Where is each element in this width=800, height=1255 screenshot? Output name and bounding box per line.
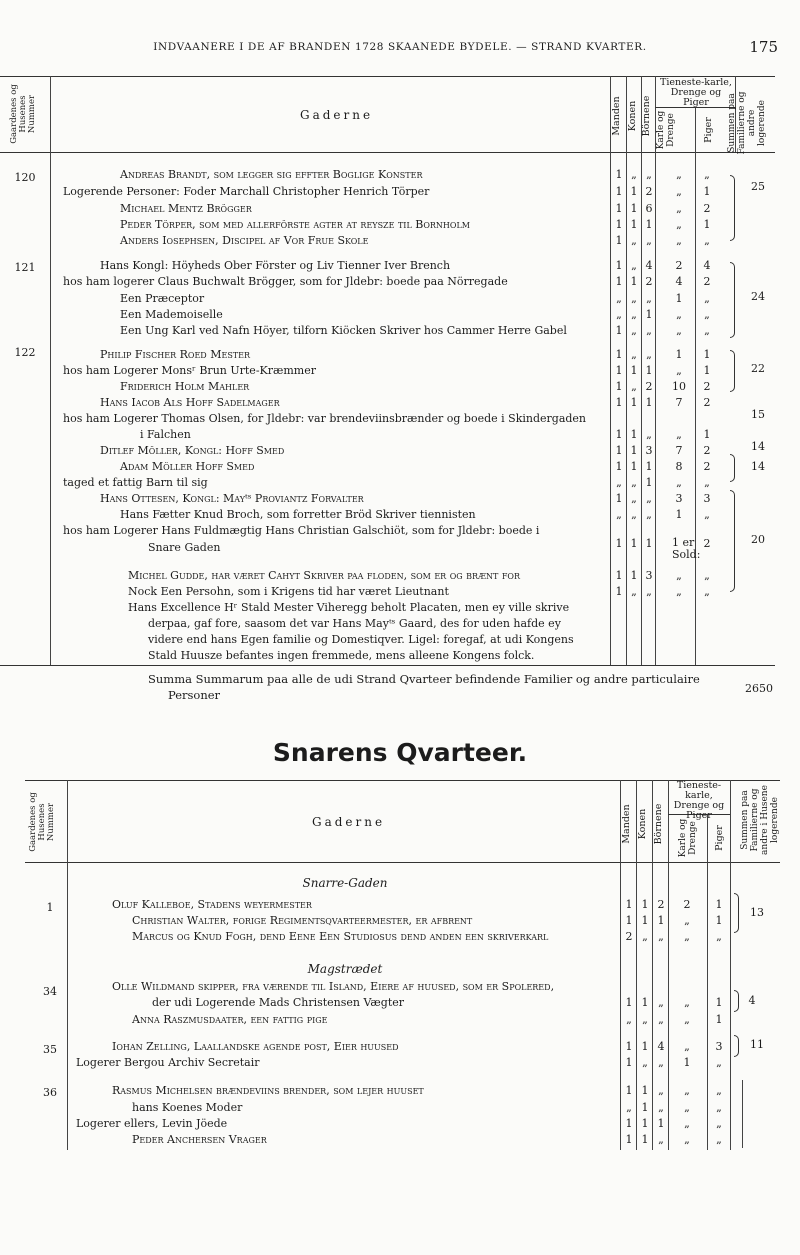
count-cell: 1 xyxy=(675,348,683,361)
count-cell: 6 xyxy=(645,202,653,215)
note-line: videre end hans Egen familie og Domestiqver. Ligel: foregaf, at udi Kongens xyxy=(148,633,574,646)
total-value: 11 xyxy=(750,1038,764,1051)
col-house-no: Gaardenes og Husenes Nummer xyxy=(28,792,56,852)
count-cell: „ xyxy=(658,1133,664,1146)
count-cell: „ xyxy=(676,324,682,337)
count-cell: 1 xyxy=(703,428,711,441)
count-cell: 2 xyxy=(703,380,711,393)
count-cell: 1 xyxy=(645,218,653,231)
count-cell: 1 xyxy=(630,569,638,582)
entry-text: Peder Anchersen Vrager xyxy=(132,1133,267,1146)
count-cell: 1 xyxy=(615,428,623,441)
count-cell: 1 xyxy=(641,898,649,911)
count-cell: „ xyxy=(646,234,652,247)
col-manden: Manden xyxy=(611,96,622,136)
count-cell: 1 xyxy=(715,1013,723,1026)
total-value: 20 xyxy=(751,533,765,546)
count-cell: „ xyxy=(646,348,652,361)
col-karle: Karle og Drenge xyxy=(678,818,698,858)
count-cell: 4 xyxy=(703,259,711,272)
total-value: 14 xyxy=(751,440,765,453)
entry-text: Ditlef Möller, Kongl: Hoff Smed xyxy=(100,444,285,457)
count-cell: 1 xyxy=(625,1056,633,1069)
count-cell: „ xyxy=(642,1013,648,1026)
col-summen: Summen paa Familierne og andre logerende xyxy=(727,91,767,155)
count-cell: 1 xyxy=(630,202,638,215)
entry-text: Logerer Bergou Archiv Secretair xyxy=(76,1056,260,1069)
col-summen: Summen paa Familierne og andre i Husene logerende xyxy=(740,785,780,855)
count-cell: 8 xyxy=(675,460,683,473)
count-cell: 3 xyxy=(645,444,653,457)
count-cell: „ xyxy=(676,364,682,377)
col-manden: Manden xyxy=(621,804,632,844)
entry-text: Hans Iacob Als Hoff Sadelmager xyxy=(100,396,280,409)
count-cell: 1 xyxy=(675,508,683,521)
count-cell: 1 xyxy=(625,898,633,911)
entry-text: Iohan Zelling, Laallandske agende post, Eier huused xyxy=(112,1040,399,1053)
section-title: Snarens Qvarteer. xyxy=(272,738,528,767)
count-cell: 1 xyxy=(645,364,653,377)
col-konen: Konen xyxy=(637,808,648,840)
count-cell: 2 xyxy=(703,202,711,215)
count-cell: 7 xyxy=(675,396,683,409)
count-cell: 1 xyxy=(715,914,723,927)
count-cell: 1 xyxy=(615,324,623,337)
col-piger: Piger xyxy=(703,117,714,143)
count-cell: „ xyxy=(676,569,682,582)
count-cell: 2 xyxy=(703,275,711,288)
count-cell: 1 xyxy=(615,185,623,198)
count-cell: 1 xyxy=(630,428,638,441)
entry-text: Adam Möller Hoff Smed xyxy=(120,460,255,473)
count-cell: 1 xyxy=(715,898,723,911)
count-cell: 1 xyxy=(630,537,638,550)
entry-text: Een Ung Karl ved Nafn Höyer, tilforn Kiöcken Skriver hos Cammer Herre Gabel xyxy=(120,324,567,337)
count-cell: „ xyxy=(616,292,622,305)
count-cell: „ xyxy=(684,914,690,927)
count-cell: „ xyxy=(716,1133,722,1146)
count-cell: 2 xyxy=(703,396,711,409)
count-cell: „ xyxy=(642,1056,648,1069)
entry-text: Friderich Holm Mahler xyxy=(120,380,250,393)
count-cell: „ xyxy=(646,428,652,441)
count-cell: 1 xyxy=(615,259,623,272)
entry-text: Philip Fischer Roed Mester xyxy=(100,348,250,361)
count-cell: „ xyxy=(676,168,682,181)
count-cell: „ xyxy=(684,1013,690,1026)
count-cell: „ xyxy=(616,508,622,521)
col-konen: Konen xyxy=(627,100,638,132)
entry-text: hos ham Logerer Monsʳ Brun Urte-Kræmmer xyxy=(63,364,316,377)
count-cell: „ xyxy=(684,930,690,943)
count-cell: 1 xyxy=(657,914,665,927)
count-cell: 1 xyxy=(683,1056,691,1069)
count-cell: 7 xyxy=(675,444,683,457)
col-servants: Tieneste-karle, Drenge og Piger xyxy=(673,780,725,821)
count-cell: „ xyxy=(631,308,637,321)
count-cell: 1 xyxy=(645,537,653,550)
summa-total: 2650 xyxy=(745,682,773,695)
count-cell: 1 xyxy=(615,460,623,473)
count-cell: 1 xyxy=(641,1084,649,1097)
count-cell: 1 xyxy=(615,585,623,598)
entry-text: der udi Logerende Mads Christensen Vægter xyxy=(152,996,405,1009)
count-cell: „ xyxy=(631,348,637,361)
count-cell: 1 xyxy=(615,396,623,409)
count-cell: 3 xyxy=(715,1040,723,1053)
entry-text: Logerende Personer: Foder Marchall Christopher Henrich Törper xyxy=(63,185,430,198)
street-heading: Snarre-Gaden xyxy=(302,876,388,890)
col-streets: Gaderne xyxy=(312,815,386,829)
count-cell: „ xyxy=(716,930,722,943)
entry-text: taged et fattig Barn til sig xyxy=(63,476,208,489)
count-cell: „ xyxy=(676,428,682,441)
entry-text: Een Præceptor xyxy=(120,292,205,305)
count-cell: „ xyxy=(676,585,682,598)
col-servants: Tieneste-karle, Drenge og Piger xyxy=(660,77,732,108)
count-cell: „ xyxy=(716,1117,722,1130)
count-cell: 1 xyxy=(625,1040,633,1053)
count-cell: 1 xyxy=(715,996,723,1009)
entry-text: Rasmus Michelsen brændeviins brender, som lejer huuset xyxy=(112,1084,424,1097)
col-piger: Piger xyxy=(714,825,725,851)
total-value: 24 xyxy=(751,290,765,303)
count-cell: „ xyxy=(684,1084,690,1097)
count-cell: „ xyxy=(704,569,710,582)
total-value: 25 xyxy=(751,180,765,193)
count-cell: 1 xyxy=(615,218,623,231)
col-streets: Gaderne xyxy=(300,108,374,122)
count-cell: 1 er Sold: xyxy=(672,536,701,561)
count-cell: 1 xyxy=(645,476,653,489)
entry-text: Nock Een Persohn, som i Krigens tid har været Lieutnant xyxy=(128,585,449,598)
count-cell: „ xyxy=(716,1056,722,1069)
count-cell: 1 xyxy=(630,185,638,198)
entry-text: Anna Raszmusdaater, een fattig pige xyxy=(132,1013,328,1026)
entry-text: Snare Gaden xyxy=(148,541,221,554)
count-cell: „ xyxy=(616,476,622,489)
count-cell: 1 xyxy=(615,168,623,181)
entry-text: Een Mademoiselle xyxy=(120,308,223,321)
total-value: 14 xyxy=(751,460,765,473)
count-cell: 1 xyxy=(703,348,711,361)
count-cell: 4 xyxy=(657,1040,665,1053)
count-cell: „ xyxy=(716,1084,722,1097)
entry-text: Hans Kongl: Höyheds Ober Förster og Liv Tienner Iver Brench xyxy=(100,259,451,272)
house-number: 36 xyxy=(43,1086,57,1099)
count-cell: 1 xyxy=(703,218,711,231)
count-cell: „ xyxy=(631,259,637,272)
count-cell: 3 xyxy=(703,492,711,505)
count-cell: „ xyxy=(631,324,637,337)
count-cell: 1 xyxy=(615,234,623,247)
count-cell: „ xyxy=(704,476,710,489)
count-cell: „ xyxy=(646,324,652,337)
house-number: 35 xyxy=(43,1043,57,1056)
count-cell: „ xyxy=(704,324,710,337)
count-cell: „ xyxy=(658,1056,664,1069)
entry-text: Marcus og Knud Fogh, dend Eene Een Studiosus dend anden een skriverkarl xyxy=(132,930,549,943)
entry-text: Christian Walter, forige Regimentsqvarteermester, er afbrent xyxy=(132,914,473,927)
count-cell: „ xyxy=(631,585,637,598)
entry-text: Hans Fætter Knud Broch, som forretter Bröd Skriver tiennisten xyxy=(120,508,476,521)
col-bornene: Börnene xyxy=(641,95,652,137)
house-number: 120 xyxy=(14,171,36,184)
count-cell: „ xyxy=(658,1013,664,1026)
page-number: 175 xyxy=(749,38,778,56)
col-house-no: Gaardenes og Husenes Nummer xyxy=(9,84,37,144)
count-cell: 1 xyxy=(630,396,638,409)
count-cell: 1 xyxy=(703,364,711,377)
count-cell: „ xyxy=(646,168,652,181)
count-cell: 1 xyxy=(641,1133,649,1146)
count-cell: „ xyxy=(704,292,710,305)
count-cell: 1 xyxy=(675,292,683,305)
count-cell: „ xyxy=(631,168,637,181)
total-value: 13 xyxy=(750,906,764,919)
count-cell: „ xyxy=(626,1013,632,1026)
count-cell: 2 xyxy=(683,898,691,911)
entry-text: Michael Mentz Brögger xyxy=(120,202,252,215)
entry-text: Hans Ottesen, Kongl: Mayᵗˢ Proviantz Forvalter xyxy=(100,492,364,505)
count-cell: 1 xyxy=(641,1117,649,1130)
count-cell: 2 xyxy=(645,380,653,393)
count-cell: 1 xyxy=(615,364,623,377)
count-cell: 1 xyxy=(641,1101,649,1114)
note-line: Hans Excellence Hʳ Stald Mester Viheregg beholt Placaten, men ey ville skrive xyxy=(128,601,570,614)
count-cell: 2 xyxy=(625,930,633,943)
count-cell: 1 xyxy=(645,396,653,409)
count-cell: 3 xyxy=(645,569,653,582)
count-cell: 1 xyxy=(625,914,633,927)
entry-text: i Falchen xyxy=(140,428,191,441)
count-cell: 1 xyxy=(625,1133,633,1146)
count-cell: 1 xyxy=(645,460,653,473)
count-cell: „ xyxy=(626,1101,632,1114)
count-cell: 1 xyxy=(630,218,638,231)
count-cell: 1 xyxy=(630,275,638,288)
count-cell: „ xyxy=(676,234,682,247)
col-karle: Karle og Drenge xyxy=(656,110,676,150)
entry-text: Oluf Kalleboe, Stadens weyermester xyxy=(112,898,312,911)
count-cell: „ xyxy=(631,508,637,521)
count-cell: „ xyxy=(684,1040,690,1053)
count-cell: 2 xyxy=(675,259,683,272)
entry-text: Andreas Brandt, som legger sig effter Boglige Konster xyxy=(120,168,423,181)
count-cell: 1 xyxy=(625,1117,633,1130)
house-number: 1 xyxy=(46,901,54,914)
count-cell: 1 xyxy=(630,460,638,473)
count-cell: „ xyxy=(704,508,710,521)
count-cell: 1 xyxy=(625,1084,633,1097)
count-cell: 1 xyxy=(615,537,623,550)
summa-line: Personer xyxy=(168,688,221,702)
count-cell: „ xyxy=(684,996,690,1009)
count-cell: 1 xyxy=(657,1117,665,1130)
count-cell: „ xyxy=(616,308,622,321)
count-cell: 1 xyxy=(645,308,653,321)
count-cell: „ xyxy=(704,308,710,321)
count-cell: „ xyxy=(658,996,664,1009)
count-cell: „ xyxy=(646,292,652,305)
count-cell: 1 xyxy=(615,348,623,361)
count-cell: 10 xyxy=(672,380,686,393)
count-cell: 2 xyxy=(645,185,653,198)
count-cell: 1 xyxy=(641,996,649,1009)
entry-text: hos ham Logerer Hans Fuldmægtig Hans Christian Galschiöt, som for Jldebr: boede i xyxy=(63,524,540,537)
count-cell: 2 xyxy=(645,275,653,288)
count-cell: „ xyxy=(646,508,652,521)
count-cell: „ xyxy=(704,234,710,247)
summa-line: Summa Summarum paa alle de udi Strand Qvarteer befindende Familier og andre particulaire xyxy=(148,672,700,686)
entry-text: Michel Gudde, har været Cahyt Skriver paa floden, som er og brænt for xyxy=(128,569,521,582)
count-cell: 1 xyxy=(630,444,638,457)
entry-text: hos ham logerer Claus Buchwalt Brögger, som for Jldebr: boede paa Nörregade xyxy=(63,275,508,288)
count-cell: „ xyxy=(631,234,637,247)
street-heading: Magstrædet xyxy=(307,962,383,976)
count-cell: „ xyxy=(676,202,682,215)
count-cell: 1 xyxy=(625,996,633,1009)
count-cell: „ xyxy=(676,185,682,198)
count-cell: „ xyxy=(646,492,652,505)
count-cell: „ xyxy=(676,476,682,489)
count-cell: „ xyxy=(704,168,710,181)
count-cell: 1 xyxy=(615,275,623,288)
count-cell: 1 xyxy=(641,914,649,927)
entry-text: Olle Wildmand skipper, fra værende til Island, Eiere af huused, som er Spolered, xyxy=(112,980,555,993)
count-cell: 1 xyxy=(703,185,711,198)
count-cell: 3 xyxy=(675,492,683,505)
count-cell: „ xyxy=(684,1117,690,1130)
total-value: 4 xyxy=(748,994,756,1007)
count-cell: „ xyxy=(631,380,637,393)
count-cell: 1 xyxy=(615,202,623,215)
entry-text: Anders Iosephsen, Discipel af Vor Frue Skole xyxy=(120,234,369,247)
count-cell: 4 xyxy=(675,275,683,288)
count-cell: „ xyxy=(631,292,637,305)
total-value: 15 xyxy=(751,408,765,421)
total-value: 22 xyxy=(751,362,765,375)
count-cell: 1 xyxy=(615,492,623,505)
entry-text: hos ham Logerer Thomas Olsen, for Jldebr: var brendeviinsbrænder og boede i Skindergaden xyxy=(63,412,587,425)
count-cell: 1 xyxy=(615,569,623,582)
count-cell: 4 xyxy=(645,259,653,272)
count-cell: „ xyxy=(716,1101,722,1114)
count-cell: „ xyxy=(684,1133,690,1146)
col-bornene: Börnene xyxy=(653,803,664,845)
count-cell: „ xyxy=(676,218,682,231)
note-line: Stald Huusze befantes ingen fremmede, mens alleene Kongens folck. xyxy=(148,649,535,662)
count-cell: 1 xyxy=(615,444,623,457)
count-cell: 1 xyxy=(630,364,638,377)
count-cell: 1 xyxy=(641,1040,649,1053)
count-cell: „ xyxy=(658,1101,664,1114)
count-cell: „ xyxy=(676,308,682,321)
house-number: 122 xyxy=(14,346,36,359)
note-line: derpaa, gaf fore, saasom det var Hans Mayᵗˢ Gaard, des for uden hafde ey xyxy=(148,617,561,630)
house-number: 34 xyxy=(43,985,57,998)
count-cell: „ xyxy=(646,585,652,598)
count-cell: „ xyxy=(631,492,637,505)
entry-text: Logerer ellers, Levin Jöede xyxy=(76,1117,228,1130)
entry-text: Peder Törper, som med allerförste agter at reysze til Bornholm xyxy=(120,218,470,231)
count-cell: „ xyxy=(642,930,648,943)
running-title: INDVAANERE I DE AF BRANDEN 1728 SKAANEDE BYDELE. — STRAND KVARTER. xyxy=(153,41,647,53)
count-cell: „ xyxy=(631,476,637,489)
count-cell: 2 xyxy=(657,898,665,911)
count-cell: 2 xyxy=(703,444,711,457)
count-cell: „ xyxy=(684,1101,690,1114)
count-cell: „ xyxy=(658,930,664,943)
house-number: 121 xyxy=(14,261,36,274)
count-cell: 2 xyxy=(703,460,711,473)
count-cell: „ xyxy=(704,585,710,598)
entry-text: hans Koenes Moder xyxy=(132,1101,243,1114)
count-cell: 1 xyxy=(615,380,623,393)
count-cell: „ xyxy=(658,1084,664,1097)
count-cell: 2 xyxy=(703,537,711,550)
